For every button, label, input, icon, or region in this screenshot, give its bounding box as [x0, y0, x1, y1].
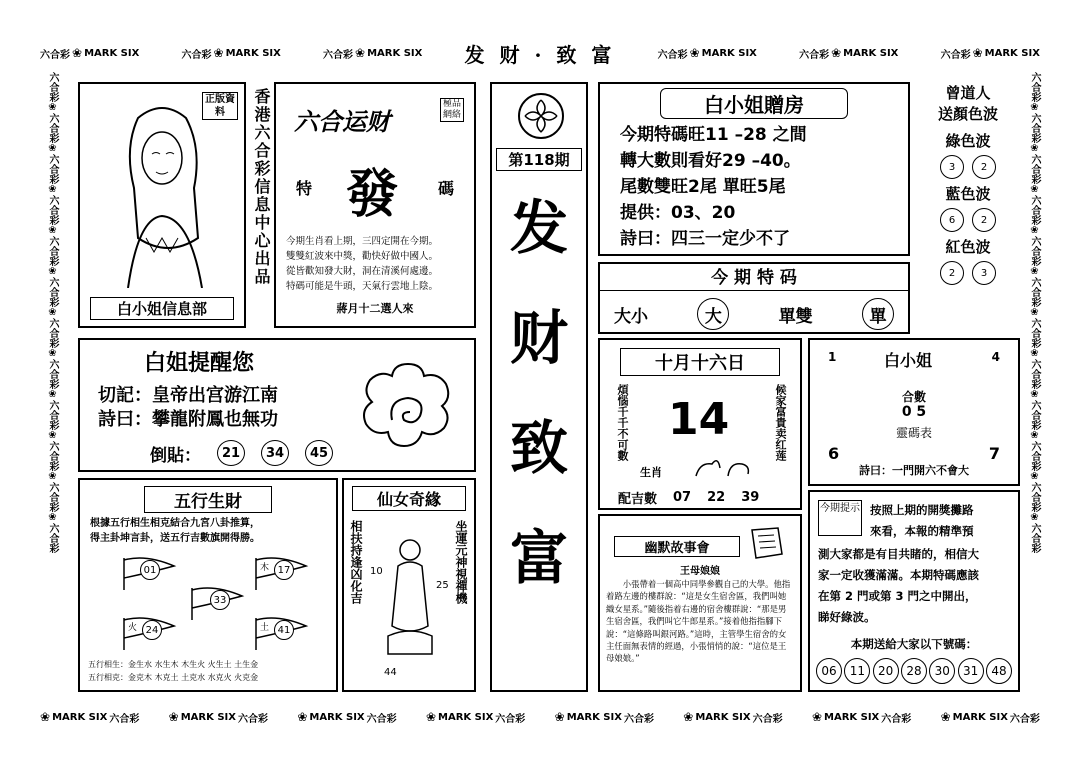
banner-brand: ❀ MARK SIX 六合彩: [425, 710, 526, 725]
banner-title: 发 财 · 致 富: [464, 42, 616, 67]
green-wave-ball: 2: [972, 155, 996, 179]
sum-value: 0 5: [901, 404, 927, 420]
flag-24: [122, 616, 178, 650]
banner-brand: 六合彩 ❀ MARK SIX: [40, 46, 140, 61]
photo-panel: [78, 82, 246, 328]
flag-number: 17: [274, 560, 294, 580]
bai-gift-panel: [598, 82, 910, 256]
snake-icon: [362, 360, 454, 456]
pick-number: 34: [261, 440, 289, 466]
book-icon: [748, 526, 786, 560]
luck-panel: [274, 82, 476, 328]
tips-line: 按照上期的開獎攤路: [870, 503, 974, 517]
flag-33: [190, 586, 246, 620]
bauhinia-logo-icon: [517, 92, 565, 140]
girl-portrait-image: [98, 98, 226, 288]
date-panel: [598, 338, 802, 510]
banner-brand: ❀ MARK SIX 六合彩: [168, 710, 268, 725]
bai-gift-lines: [620, 122, 807, 252]
flag-01: [122, 556, 178, 590]
center-characters: [492, 184, 586, 602]
flag-mark: 火: [128, 623, 138, 633]
color-wave-panel: [920, 82, 1016, 328]
flag-17: [254, 556, 310, 590]
goddess-figure-image: [384, 536, 436, 656]
flag-mark: 土: [260, 623, 270, 633]
left-side-banner: 六合彩❀六合彩❀六合彩❀六合彩❀六合彩❀六合彩❀六合彩❀六合彩❀六合彩❀六合彩❀六合彩❀六合彩: [47, 72, 58, 553]
red-wave-ball: 3: [972, 261, 996, 285]
reminder-line: 詩曰：攀龍附鳳也無功: [98, 409, 278, 430]
banner-brand: 六合彩 ❀ MARK SIX: [799, 46, 899, 61]
tips-body-top: [870, 500, 974, 542]
size-value: 大: [697, 298, 729, 330]
date-right-vertical: 候家富貴卖红莲: [774, 384, 787, 461]
tips-line: 測大家都是有目共睹的，相信大: [818, 547, 979, 561]
tips-number: 30: [929, 658, 955, 684]
fairy-number-25: 25: [436, 580, 449, 591]
right-side-banner: 六合彩❀六合彩❀六合彩❀六合彩❀六合彩❀六合彩❀六合彩❀六合彩❀六合彩❀六合彩❀六合彩❀六合彩: [1029, 72, 1040, 553]
compass-num-4: 4: [991, 350, 1000, 364]
banner-brand: ❀ MARK SIX 六合彩: [554, 710, 654, 725]
authentic-badge: 正版資料: [202, 92, 238, 120]
banner-brand: 六合彩 ❀ MARK SIX: [323, 46, 423, 61]
desc-line: 根據五行相生相克結合九宮八卦推算，: [90, 518, 260, 529]
reminder-title: 白姐提醒您: [144, 350, 255, 376]
pick-number: 21: [217, 440, 245, 466]
emblem-icon: [510, 684, 570, 685]
poem-line: 雙雙紅波來中獎，勸快好做中國人。: [286, 251, 439, 262]
luck-left-mark: 特: [296, 179, 313, 198]
reminder-panel: [78, 338, 476, 472]
compass-num-7: 7: [988, 444, 1000, 463]
flag-number: 33: [210, 590, 230, 610]
tips-panel: [808, 490, 1020, 692]
flag-number: 41: [274, 620, 294, 640]
green-wave-label: 綠色波: [945, 132, 991, 150]
five-elements-desc: [90, 516, 260, 546]
special-code-panel: [598, 262, 910, 334]
compass-poem: 詩曰：一門開六不會大: [859, 464, 969, 477]
red-wave-label: 紅色波: [945, 238, 991, 256]
story-subtitle: 王母娘娘: [680, 566, 720, 577]
blue-wave-ball: 6: [940, 208, 964, 232]
tips-send-label: 本期送給大家以下號碼：: [850, 637, 978, 651]
bai-compass-panel: [808, 338, 1020, 486]
blue-wave-label: 藍色波: [945, 185, 991, 203]
zodiac-label: 生肖: [640, 466, 662, 479]
photo-caption: 白小姐信息部: [90, 297, 234, 320]
table-label: 靈碼表: [895, 426, 932, 440]
luck-poem: [286, 234, 438, 294]
combo-number: 22: [707, 490, 726, 505]
banner-brand: 六合彩 ❀ MARK SIX: [657, 46, 757, 61]
five-elements-panel: [78, 478, 338, 692]
green-wave-ball: 3: [940, 155, 964, 179]
banner-brand: ❀ MARK SIX 六合彩: [40, 710, 140, 725]
fairy-title: 仙女奇緣: [352, 486, 466, 511]
tips-number: 48: [986, 658, 1012, 684]
blue-wave-ball: 2: [972, 208, 996, 232]
five-elements-title: 五行生財: [144, 486, 272, 513]
poem-line: 今期生肖看上期，三四定開在今期。: [286, 236, 439, 247]
fairy-right-vertical: 坐運元神視禪機: [454, 520, 468, 604]
tips-numbers: [816, 658, 1012, 684]
date-left-vertical: 煩惱千千不可數: [616, 384, 629, 461]
reminder-picks: [150, 440, 333, 466]
luck-title: 六合运财: [294, 107, 390, 136]
story-title: 幽默故事會: [614, 536, 740, 557]
poem-line: 特碼可能是牛頭，天氣行雲地上陰。: [286, 281, 439, 292]
tips-stamp: 今期提示: [818, 500, 862, 536]
compass-num-6: 6: [828, 444, 840, 463]
flag-mark: 木: [260, 563, 270, 573]
lucky-big-number: 14: [668, 394, 730, 445]
banner-brand: ❀ MARK SIX 六合彩: [940, 710, 1040, 725]
color-wave-subtitle: 送顏色波: [937, 105, 998, 123]
desc-line: 得主卦坤言卦，送五行吉數旗開得勝。: [90, 533, 260, 544]
bai-gift-line: 詩曰：四三一定少不了: [620, 229, 790, 249]
center-char: 发: [509, 194, 568, 262]
tips-line: 睇好綠波。: [818, 610, 876, 624]
poem-line: 從皆歡知發大財，洞在清溪何處邊。: [286, 266, 439, 277]
combo-number: 39: [741, 490, 760, 505]
top-banner: [40, 40, 1040, 66]
tips-line: 來看，本報的精準預: [870, 524, 974, 538]
center-char: 富: [509, 524, 568, 592]
rule-line: 五行相生：金生水 水生木 木生火 火生土 土生金: [88, 660, 259, 669]
bottom-banner: [40, 705, 1040, 729]
flag-number: 01: [140, 560, 160, 580]
combo-number: 07: [673, 490, 692, 505]
banner-brand: ❀ MARK SIX 六合彩: [297, 710, 397, 725]
luck-right-mark: 碼: [437, 179, 454, 198]
tips-line: 家一定收獲滿滿。本期特碼應該: [818, 568, 979, 582]
story-panel: [598, 514, 802, 692]
tips-body: [818, 544, 979, 628]
bai-gift-line: 今期特碼旺11 –28 之間: [620, 125, 807, 145]
tips-line: 在第 2 門或第 3 門之中開出，: [818, 589, 977, 603]
tips-number: 11: [844, 658, 870, 684]
reminder-line: 切記：皇帝出宫游江南: [98, 385, 278, 406]
size-label: 大小: [614, 306, 648, 327]
banner-brand: ❀ MARK SIX 六合彩: [811, 710, 912, 725]
tips-number: 28: [901, 658, 927, 684]
fairy-left-vertical: 相扶持逢凶化吉: [349, 520, 363, 604]
bai-gift-title: 白小姐贈房: [660, 88, 848, 119]
bai-gift-line: 尾數雙旺2尾 單旺5尾: [620, 177, 786, 197]
pick-number: 45: [305, 440, 333, 466]
reminder-lines: [98, 384, 278, 432]
bai-gift-line: 轉大數則看好29 –40。: [620, 151, 801, 171]
fairy-panel: [342, 478, 476, 692]
fairy-number-10: 10: [370, 566, 383, 577]
compass-title: 白小姐: [884, 351, 933, 370]
combo-label: 配吉數: [618, 492, 658, 507]
banner-brand: ❀ MARK SIX 六合彩: [683, 710, 783, 725]
ox-icon: [692, 456, 752, 482]
fairy-number-44: 44: [384, 667, 397, 678]
bai-gift-line: 提供：03、20: [620, 203, 736, 223]
sum-label: 合數: [901, 390, 926, 404]
issue-number: 第118期: [496, 148, 582, 171]
compass-num-1: 1: [828, 350, 837, 364]
center-char: 财: [509, 304, 568, 372]
hk-info-vertical: 香港六合彩信息中心出品: [252, 88, 271, 286]
parity-value: 單: [862, 298, 894, 330]
fa-big-character: 發: [346, 164, 399, 225]
color-wave-title: 曾道人: [945, 84, 991, 102]
banner-brand: 六合彩 ❀ MARK SIX: [940, 46, 1040, 61]
banner-brand: 六合彩 ❀ MARK SIX: [181, 46, 281, 61]
story-text: 小張帶着一個高中同學參觀自己的大學。他指着路左邊的樓群說：“這是女生宿舍區，我們叫她織女星系。”隨後指着右邊的宿舍樓群說：“那是男生宿舍區，我們叫它牛郎星系。”接着他指指腳下說：“這條路叫銀河路。”這時，主管學生宿舍的女主任面無表情的經過，小張悄悄的說：“這位是王母娘娘。”: [606, 579, 791, 664]
luck-footer: 蔣月十二選人來: [336, 302, 414, 315]
flag-41: [254, 616, 310, 650]
center-column: [490, 82, 588, 692]
special-code-row: [614, 298, 894, 330]
center-char: 致: [509, 414, 568, 482]
tips-number: 31: [958, 658, 984, 684]
pick-label: 倒貼：: [150, 445, 201, 466]
date-label: 十月十六日: [620, 348, 780, 376]
rule-line: 五行相克：金克木 木克土 土克水 水克火 火克金: [88, 673, 259, 682]
provided-numbers: 03、20: [671, 203, 736, 223]
five-elements-rules: [88, 658, 258, 684]
tips-number: 06: [816, 658, 842, 684]
special-code-title: 今 期 特 码: [600, 266, 908, 291]
luck-stamp: 極品 網絡: [440, 98, 464, 122]
red-wave-ball: 2: [940, 261, 964, 285]
parity-label: 單雙: [778, 306, 813, 327]
tips-number: 20: [873, 658, 899, 684]
combo-row: [618, 488, 759, 507]
flag-number: 24: [142, 620, 162, 640]
